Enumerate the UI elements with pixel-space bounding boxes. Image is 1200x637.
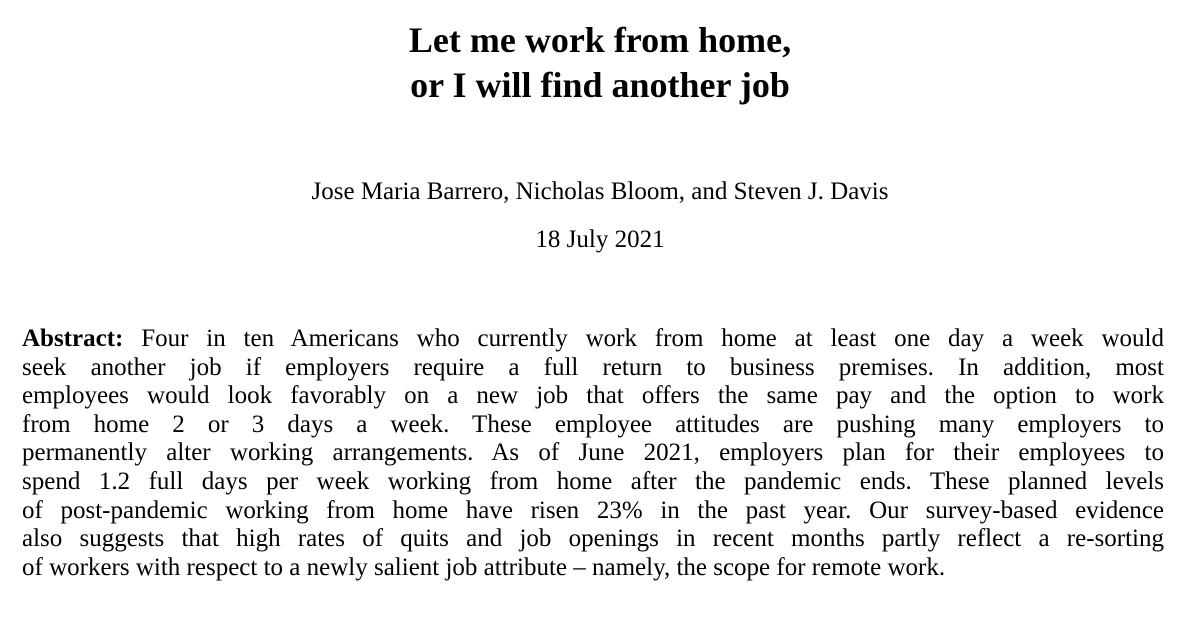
paper-title: [0, 18, 1200, 108]
abstract-line-1: [22, 325, 1164, 354]
abstract-line-7: of post-pandemic working from home have risen 23% in the past year. Our survey-based evidence: [22, 496, 1164, 524]
abstract-line-3: employees would look favorably on a new job that offers the same pay and the option to work: [22, 382, 1164, 410]
abstract-label: Abstract:: [22, 325, 124, 352]
abstract-line-5: permanently alter working arrangements. As of June 2021, employers plan for their employees to: [22, 439, 1164, 467]
paper-authors: Jose Maria Barrero, Nicholas Bloom, and Steven J. Davis: [311, 178, 889, 205]
paper-abstract: [22, 325, 1164, 582]
abstract-line-9: of workers with respect to a newly salient job attribute – namely, the scope for remote work.: [22, 553, 946, 581]
paper-title-line-1: Let me work from home,: [408, 20, 792, 60]
abstract-line-8: also suggests that high rates of quits and job openings in recent months partly reflect a re-sorting: [22, 525, 1164, 553]
paper-title-line-2: or I will find another job: [410, 65, 790, 105]
abstract-line-4: from home 2 or 3 days a week. These employee attitudes are pushing many employers to: [22, 410, 1164, 438]
abstract-line-1-text: Four in ten Americans who currently work from home at least one day a week would: [123, 325, 1164, 352]
abstract-line-2: seek another job if employers require a full return to business premises. In addition, most: [22, 353, 1164, 381]
abstract-line-6: spend 1.2 full days per week working from home after the pandemic ends. These planned levels: [22, 467, 1164, 495]
paper-date: 18 July 2021: [535, 226, 665, 253]
